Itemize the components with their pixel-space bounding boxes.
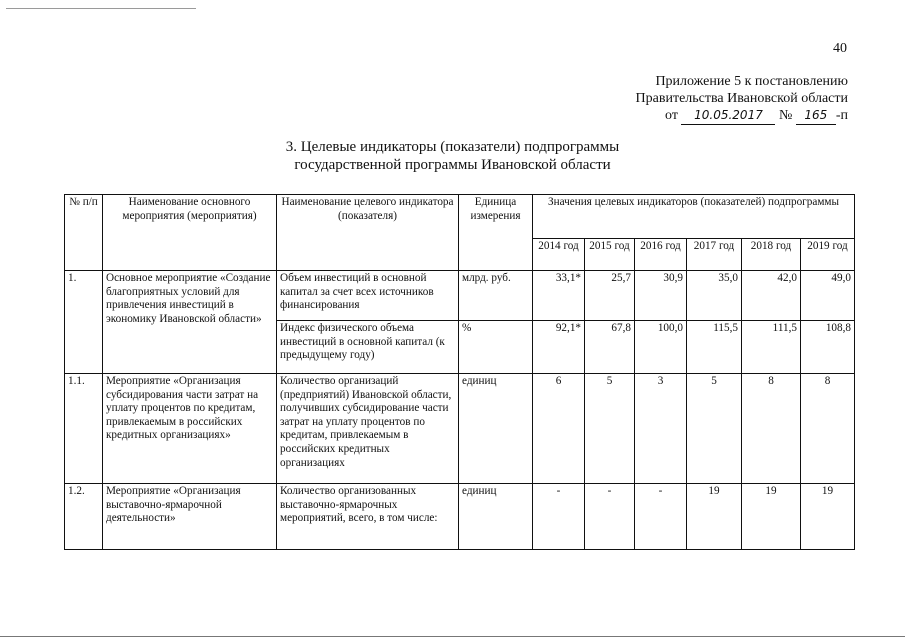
value-2019: 108,8	[801, 321, 855, 374]
approval-line-1: Приложение 5 к постановлению	[655, 74, 848, 89]
header-year-2017: 2017 год	[687, 239, 742, 271]
value-2017: 35,0	[687, 271, 742, 321]
row-number: 1.1.	[65, 374, 103, 484]
value-2015: 5	[585, 374, 635, 484]
value-2017: 5	[687, 374, 742, 484]
value-2016: 3	[635, 374, 687, 484]
row-measure: Мероприятие «Организация выставочно-ярмарочной деятельности»	[103, 484, 277, 550]
scan-artifact-line-bottom	[0, 636, 905, 637]
value-2019: 19	[801, 484, 855, 550]
section-title-line-2: государственной программы Ивановской области	[294, 157, 611, 173]
header-year-2016: 2016 год	[635, 239, 687, 271]
indicators-table	[64, 194, 855, 550]
indicator-name: Количество организованных выставочно-ярмарочных мероприятий, всего, в том числе:	[277, 484, 459, 550]
indicator-name: Индекс физического объема инвестиций в основной капитал (к предыдущему году)	[277, 321, 459, 374]
section-title-line-1: 3. Целевые индикаторы (показатели) подпрограммы	[285, 139, 620, 155]
value-2019: 8	[801, 374, 855, 484]
value-2014: -	[533, 484, 585, 550]
header-measure: Наименование основного мероприятия (мероприятия)	[103, 195, 277, 271]
indicator-name: Количество организаций (предприятий) Ивановской области, получивших субсидирование части затрат на уплату процентов по кредитам, привлекаемым в российских кредитных организациях	[277, 374, 459, 484]
scan-artifact-line-top	[6, 8, 196, 9]
row-number: 1.2.	[65, 484, 103, 550]
page-number: 40	[833, 41, 847, 56]
value-2018: 111,5	[742, 321, 801, 374]
value-2018: 42,0	[742, 271, 801, 321]
table-row	[65, 484, 855, 550]
value-2014: 6	[533, 374, 585, 484]
indicator-name: Объем инвестиций в основной капитал за счет всех источников финансирования	[277, 271, 459, 321]
indicator-unit: млрд. руб.	[459, 271, 533, 321]
table-row	[65, 374, 855, 484]
header-year-2014: 2014 год	[533, 239, 585, 271]
approval-number-suffix: -п	[835, 108, 848, 123]
header-year-2015: 2015 год	[585, 239, 635, 271]
header-unit: Единица измерения	[459, 195, 533, 271]
value-2017: 115,5	[687, 321, 742, 374]
value-2015: 25,7	[585, 271, 635, 321]
header-year-2018: 2018 год	[742, 239, 801, 271]
approval-number-handwritten: 165	[796, 107, 836, 125]
indicator-unit: единиц	[459, 374, 533, 484]
section-title	[0, 138, 905, 174]
header-indicator: Наименование целевого индикатора (показателя)	[277, 195, 459, 271]
indicator-unit: %	[459, 321, 533, 374]
value-2018: 8	[742, 374, 801, 484]
approval-date-line	[665, 107, 848, 125]
value-2016: 100,0	[635, 321, 687, 374]
value-2017: 19	[687, 484, 742, 550]
header-no: № п/п	[65, 195, 103, 271]
indicator-unit: единиц	[459, 484, 533, 550]
value-2014: 92,1*	[533, 321, 585, 374]
approval-date-handwritten: 10.05.2017	[681, 107, 775, 125]
table-row	[65, 271, 855, 321]
value-2016: -	[635, 484, 687, 550]
value-2015: -	[585, 484, 635, 550]
value-2018: 19	[742, 484, 801, 550]
value-2014: 33,1*	[533, 271, 585, 321]
approval-block	[636, 73, 848, 125]
row-measure: Основное мероприятие «Создание благоприятных условий для привлечения инвестиций в экономику Ивановской области»	[103, 271, 277, 374]
header-values-group: Значения целевых индикаторов (показателей) подпрограммы	[533, 195, 855, 239]
approval-from-label: от	[665, 108, 678, 123]
value-2015: 67,8	[585, 321, 635, 374]
row-measure: Мероприятие «Организация субсидирования части затрат на уплату процентов по кредитам, привлекаемым в российских кредитных организациях»	[103, 374, 277, 484]
value-2019: 49,0	[801, 271, 855, 321]
row-number: 1.	[65, 271, 103, 374]
approval-line-2: Правительства Ивановской области	[635, 91, 848, 106]
approval-number-sign: №	[778, 108, 793, 123]
value-2016: 30,9	[635, 271, 687, 321]
header-year-2019: 2019 год	[801, 239, 855, 271]
